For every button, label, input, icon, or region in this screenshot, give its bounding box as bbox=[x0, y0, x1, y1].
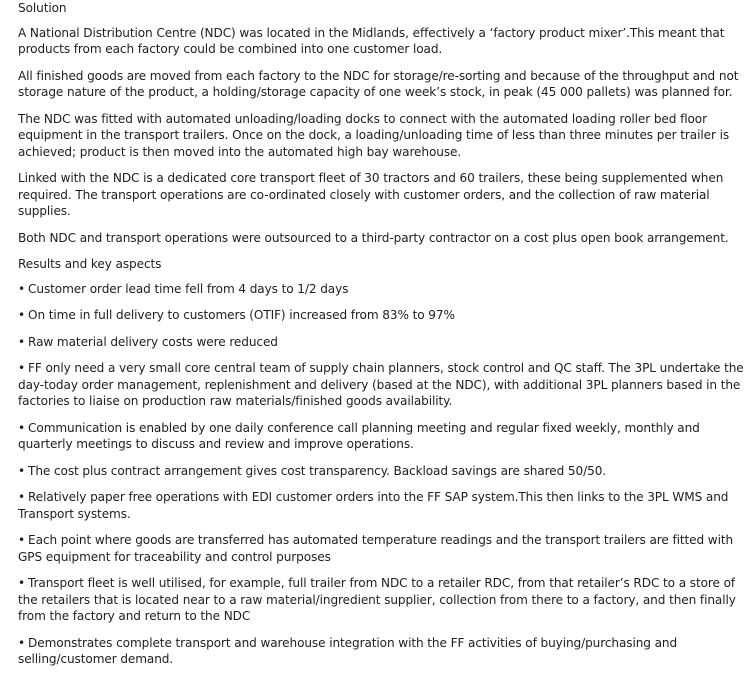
bullet-item-communication bbox=[18, 420, 752, 453]
paragraph-transport-fleet: Linked with the NDC is a dedicated core transport fleet of 30 tractors and 60 trailers, these being supplemented when required. The transport operations are co-ordinated closely with customer orders, and the collection of raw material supplies. bbox=[18, 171, 724, 218]
bullet-item-cost-transparency bbox=[18, 463, 752, 480]
document-body bbox=[18, 0, 752, 678]
bullet-item-lead-time bbox=[18, 281, 752, 298]
bullet-dot: • bbox=[18, 635, 26, 650]
bullet-dot: • bbox=[18, 420, 26, 435]
bullet-dot: • bbox=[18, 490, 26, 504]
bullet-text: On time in full delivery to customers (OTIF) increased from 83% to 97% bbox=[28, 308, 455, 322]
bullet-text: Communication is enabled by one daily conference call planning meeting and regular fixed weekly, monthly and quarterly meetings to discuss and review and improve operations. bbox=[18, 420, 700, 451]
bullet-item-temperature-gps bbox=[18, 532, 752, 565]
bullet-item-otif bbox=[18, 307, 752, 324]
bullet-dot: • bbox=[18, 308, 26, 322]
bullet-dot: • bbox=[18, 281, 26, 296]
bullet-dot: • bbox=[18, 533, 26, 547]
bullet-dot: • bbox=[18, 576, 26, 590]
solution-heading: Solution bbox=[18, 1, 67, 15]
bullet-item-raw-material-costs bbox=[18, 334, 752, 351]
bullet-dot: • bbox=[18, 361, 26, 375]
bullet-text: Transport fleet is well utilised, for example, full trailer from NDC to a retailer RDC, from that retailer’s RDC to a store of the retailers that is located near to a raw material/ingredient supplier, collection from there to a factory, and then finally from the factory and return to the NDC bbox=[18, 576, 736, 623]
bullet-dot: • bbox=[18, 463, 26, 478]
bullet-text: The cost plus contract arrangement gives cost transparency. Backload savings are shared 50/50. bbox=[28, 463, 607, 478]
paragraph-outsourcing: Both NDC and transport operations were outsourced to a third-party contractor on a cost plus open book arrangement. bbox=[18, 230, 729, 245]
paragraph-ndc-location: A National Distribution Centre (NDC) was located in the Midlands, effectively a ‘factory product mixer’.This meant that products from each factory could be combined into one customer load. bbox=[18, 25, 725, 56]
bullet-item-fleet-utilisation bbox=[18, 575, 752, 625]
bullet-dot: • bbox=[18, 334, 26, 349]
bullet-text: Each point where goods are transferred has automated temperature readings and the transport trailers are fitted with GPS equipment for traceability and control purposes bbox=[18, 533, 734, 564]
paragraph-automated-docks: The NDC was fitted with automated unloading/loading docks to connect with the automated loading roller bed floor equipment in the transport trailers. Once on the dock, a loading/unloading time of less than three minutes per trailer is achieved; product is then moved into the automated high bay warehouse. bbox=[18, 111, 730, 159]
paragraph-finished-goods: All finished goods are moved from each factory to the NDC for storage/re-sorting and because of the throughput and not storage nature of the product, a holding/storage capacity of one week’s stock, in peak (45 000 pallets) was planned for. bbox=[18, 68, 739, 99]
bullet-text: FF only need a very small core central team of supply chain planners, stock control and QC staff. The 3PL undertake the day-today order management, replenishment and delivery (based at the NDC), with additional 3PL planners based in the factories to liaise on production raw materials/finished goods availability. bbox=[18, 361, 744, 408]
bullet-item-core-team bbox=[18, 360, 752, 410]
bullet-text: Demonstrates complete transport and warehouse integration with the FF activities of buying/purchasing and selling/customer demand. bbox=[18, 635, 678, 666]
bullet-item-paper-free bbox=[18, 489, 752, 522]
results-heading: Results and key aspects bbox=[18, 257, 162, 271]
bullet-item-integration bbox=[18, 635, 752, 668]
bullet-text: Customer order lead time fell from 4 days to 1/2 days bbox=[28, 281, 349, 296]
bullet-text: Raw material delivery costs were reduced bbox=[28, 334, 278, 349]
bullet-text: Relatively paper free operations with EDI customer orders into the FF SAP system.This then links to the 3PL WMS and Transport systems. bbox=[18, 490, 729, 521]
